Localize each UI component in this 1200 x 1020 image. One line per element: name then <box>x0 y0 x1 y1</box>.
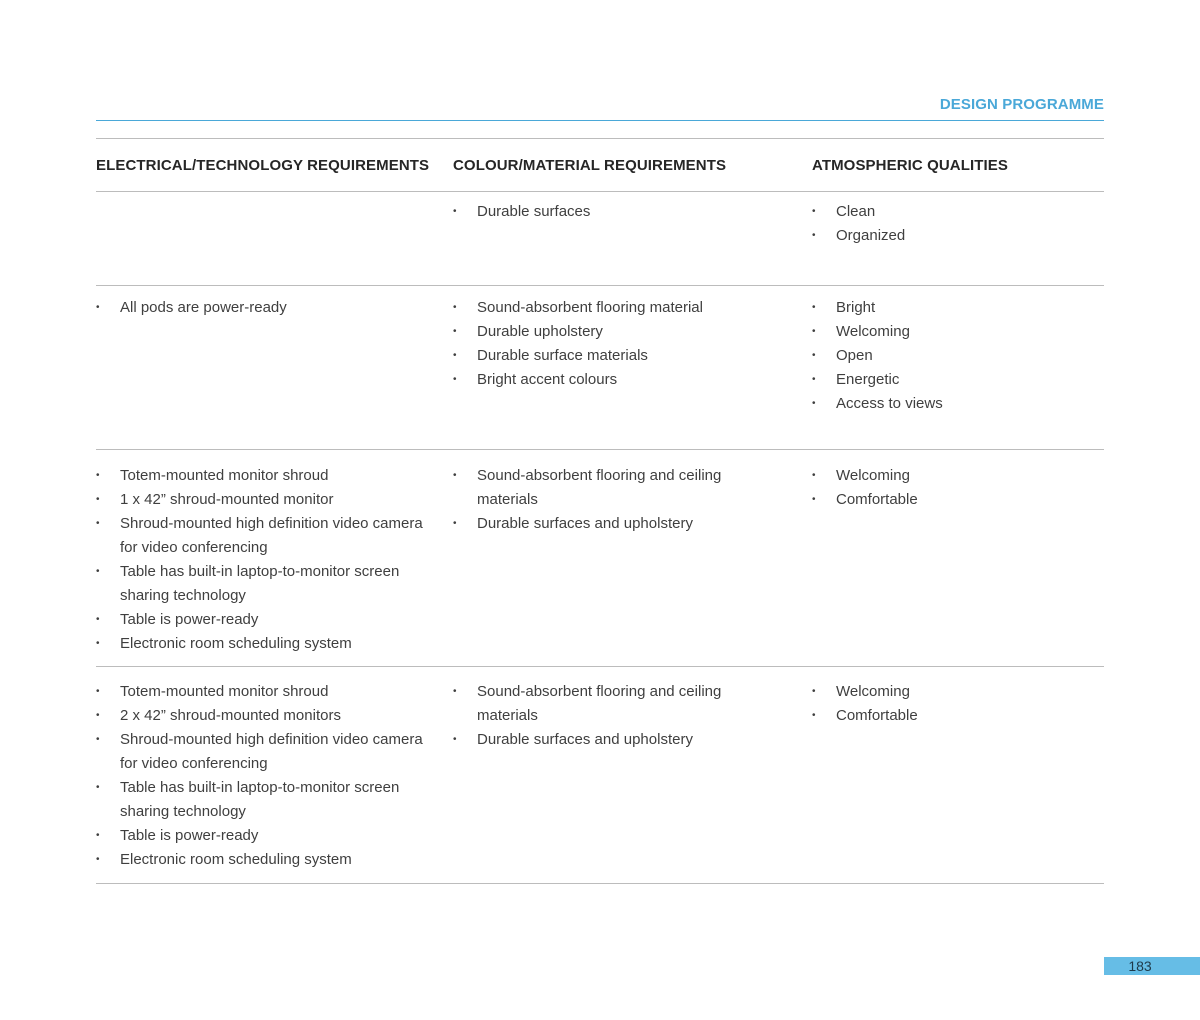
list-item: • Sound-absorbent flooring and ceiling materials <box>453 464 783 512</box>
colour-material-cell <box>453 296 783 392</box>
list-item: • Bright <box>812 296 1102 320</box>
bullet-list <box>812 464 1102 512</box>
bullet-list <box>453 200 783 224</box>
list-item: • Clean <box>812 200 1102 224</box>
list-item: • Durable upholstery <box>453 320 783 344</box>
atmospheric-cell <box>812 200 1102 248</box>
list-item: • Welcoming <box>812 320 1102 344</box>
list-item: • Durable surface materials <box>453 344 783 368</box>
list-item: • Table has built-in laptop-to-monitor screen sharing technology <box>96 776 436 824</box>
list-item: • Access to views <box>812 392 1102 416</box>
list-item: • Energetic <box>812 368 1102 392</box>
bullet-list <box>453 464 783 536</box>
list-item: • 1 x 42” shroud-mounted monitor <box>96 488 436 512</box>
atmospheric-cell <box>812 296 1102 416</box>
atmospheric-cell <box>812 680 1102 728</box>
list-item: • Table has built-in laptop-to-monitor screen sharing technology <box>96 560 436 608</box>
list-item: • Welcoming <box>812 680 1102 704</box>
list-item: • Table is power-ready <box>96 824 436 848</box>
column-header-atmospheric: ATMOSPHERIC QUALITIES <box>812 157 1008 174</box>
page-number: 183 <box>1128 958 1152 974</box>
list-item: • Durable surfaces and upholstery <box>453 728 783 752</box>
list-item: • Electronic room scheduling system <box>96 848 436 872</box>
list-item: • Totem-mounted monitor shroud <box>96 680 436 704</box>
bullet-list <box>96 296 436 320</box>
list-item: • Shroud-mounted high definition video camera for video conferencing <box>96 728 436 776</box>
header-bottom-rule <box>96 191 1104 192</box>
colour-material-cell <box>453 464 783 536</box>
bullet-list <box>812 296 1102 416</box>
list-item: • Durable surfaces <box>453 200 783 224</box>
list-item: • Table is power-ready <box>96 608 436 632</box>
list-item: • All pods are power-ready <box>96 296 436 320</box>
column-header-colour-material: COLOUR/MATERIAL REQUIREMENTS <box>453 157 727 174</box>
list-item: • Open <box>812 344 1102 368</box>
section-title: DESIGN PROGRAMME <box>939 96 1104 113</box>
list-item: • Comfortable <box>812 488 1102 512</box>
bullet-list <box>812 680 1102 728</box>
electrical-cell <box>96 296 436 320</box>
table-bottom-rule <box>96 883 1104 884</box>
electrical-cell <box>96 464 436 656</box>
section-title-rule <box>96 120 1104 121</box>
list-item: • Welcoming <box>812 464 1102 488</box>
list-item: • Sound-absorbent flooring and ceiling materials <box>453 680 783 728</box>
list-item: • Organized <box>812 224 1102 248</box>
bullet-list <box>96 680 436 872</box>
row-divider <box>96 666 1104 667</box>
list-item: • Durable surfaces and upholstery <box>453 512 783 536</box>
bullet-list <box>96 464 436 656</box>
colour-material-cell <box>453 200 783 224</box>
bullet-list <box>812 200 1102 248</box>
colour-material-cell <box>453 680 783 752</box>
list-item: • 2 x 42” shroud-mounted monitors <box>96 704 436 728</box>
list-item: • Comfortable <box>812 704 1102 728</box>
list-item: • Sound-absorbent flooring material <box>453 296 783 320</box>
atmospheric-cell <box>812 464 1102 512</box>
row-divider <box>96 285 1104 286</box>
table-top-rule <box>96 138 1104 139</box>
list-item: • Electronic room scheduling system <box>96 632 436 656</box>
electrical-cell <box>96 680 436 872</box>
list-item: • Bright accent colours <box>453 368 783 392</box>
bullet-list <box>453 296 783 392</box>
row-divider <box>96 449 1104 450</box>
bullet-list <box>453 680 783 752</box>
list-item: • Shroud-mounted high definition video camera for video conferencing <box>96 512 436 560</box>
list-item: • Totem-mounted monitor shroud <box>96 464 436 488</box>
column-header-electrical: ELECTRICAL/TECHNOLOGY REQUIREMENTS <box>96 157 430 174</box>
